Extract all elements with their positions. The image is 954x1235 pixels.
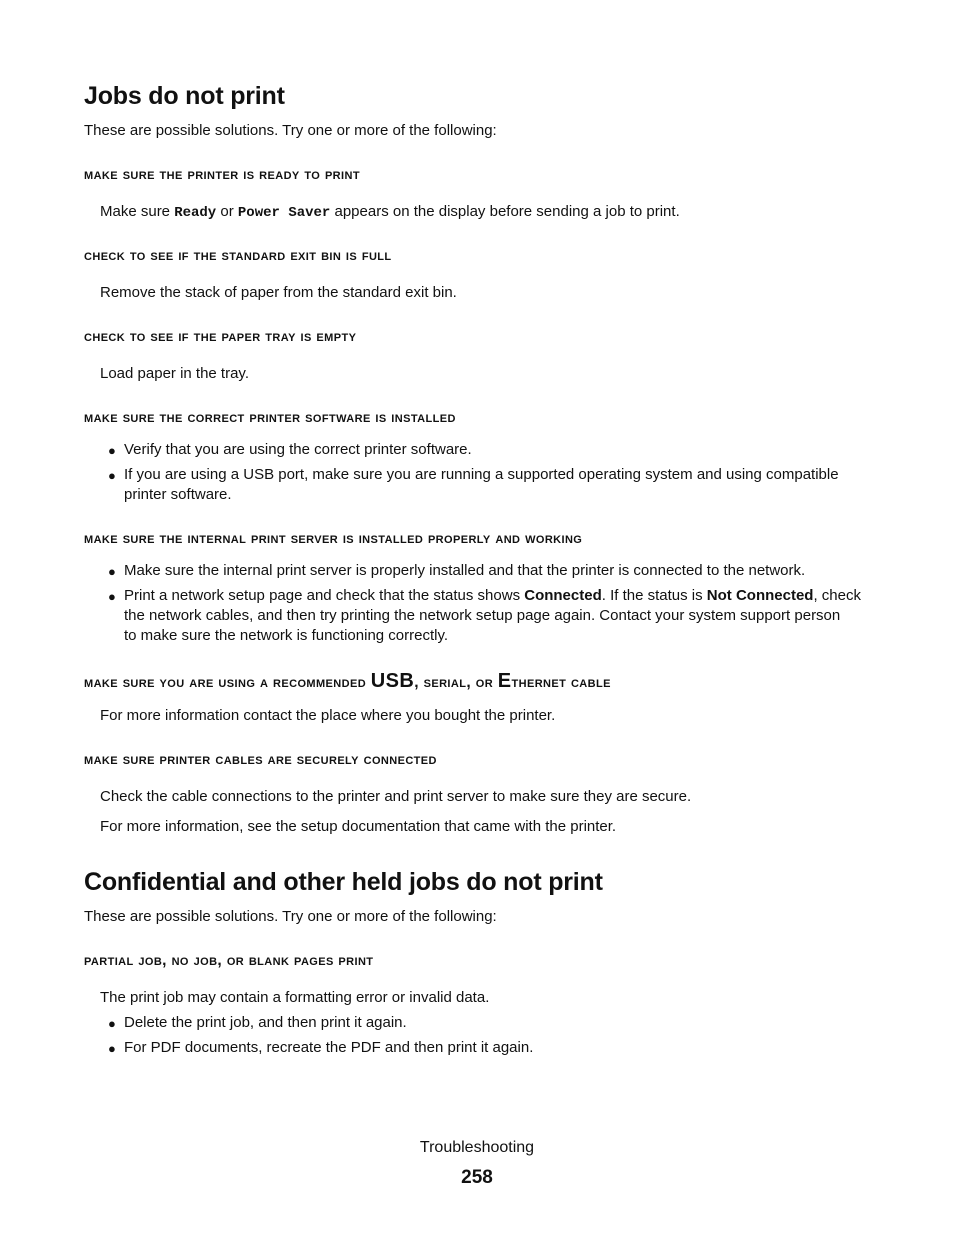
- list-item: For PDF documents, recreate the PDF and then print it again.: [124, 1039, 534, 1056]
- subsection-heading: make sure you are using a recommended USB, serial, or Ethernet cable: [84, 670, 611, 692]
- subsection-heading: check to see if the standard exit bin is full: [84, 247, 392, 264]
- bullet-icon: ●: [108, 468, 116, 483]
- list-item-continuation: printer software.: [124, 486, 232, 503]
- body-paragraph: For more information, see the setup documentation that came with the printer.: [100, 818, 617, 835]
- display-message-power-saver: Power Saver: [237, 205, 331, 221]
- footer-section-label: Troubleshooting: [419, 1139, 535, 1156]
- bullet-icon: ●: [108, 564, 116, 579]
- section-intro: These are possible solutions. Try one or more of the following:: [84, 122, 497, 139]
- page-number: 258: [461, 1167, 493, 1188]
- section-title: Confidential and other held jobs do not print: [84, 868, 603, 896]
- bullet-icon: ●: [108, 1016, 116, 1031]
- list-item: If you are using a USB port, make sure you are running a supported operating system and using compatible: [124, 466, 839, 483]
- subsection-heading: make sure printer cables are securely connected: [84, 751, 437, 768]
- subsection-heading: make sure the correct printer software is installed: [84, 409, 456, 426]
- subsection-heading: partial job, no job, or blank pages print: [84, 952, 374, 969]
- body-paragraph: Load paper in the tray.: [100, 365, 249, 382]
- section-title: Jobs do not print: [84, 82, 285, 110]
- display-message-ready: Ready: [174, 205, 217, 221]
- section-intro: These are possible solutions. Try one or more of the following:: [84, 908, 497, 925]
- list-item-continuation: to make sure the network is functioning correctly.: [124, 627, 449, 644]
- subsection-heading: make sure the printer is ready to print: [84, 166, 360, 183]
- body-paragraph: The print job may contain a formatting error or invalid data.: [100, 989, 490, 1006]
- list-item: Verify that you are using the correct printer software.: [124, 441, 472, 458]
- status-connected: Connected: [524, 587, 602, 604]
- bullet-icon: ●: [108, 1041, 116, 1056]
- list-item: Print a network setup page and check that the status shows Connected. If the status is Not Connected, check: [124, 587, 861, 604]
- list-item-continuation: the network cables, and then try printing the network setup page again. Contact your system support person: [124, 607, 841, 624]
- list-item: Make sure the internal print server is properly installed and that the printer is connected to the network.: [124, 562, 806, 579]
- body-paragraph: For more information contact the place where you bought the printer.: [100, 707, 556, 724]
- body-paragraph: Check the cable connections to the printer and print server to make sure they are secure.: [100, 788, 692, 805]
- list-item: Delete the print job, and then print it again.: [124, 1014, 407, 1031]
- subsection-heading: check to see if the paper tray is empty: [84, 328, 357, 345]
- status-not-connected: Not Connected: [706, 587, 814, 604]
- body-paragraph: Make sure Ready or Power Saver appears on the display before sending a job to print.: [100, 203, 680, 221]
- bullet-icon: ●: [108, 443, 116, 458]
- body-paragraph: Remove the stack of paper from the standard exit bin.: [100, 284, 457, 301]
- bullet-icon: ●: [108, 589, 116, 604]
- subsection-heading: make sure the internal print server is installed properly and working: [84, 530, 583, 547]
